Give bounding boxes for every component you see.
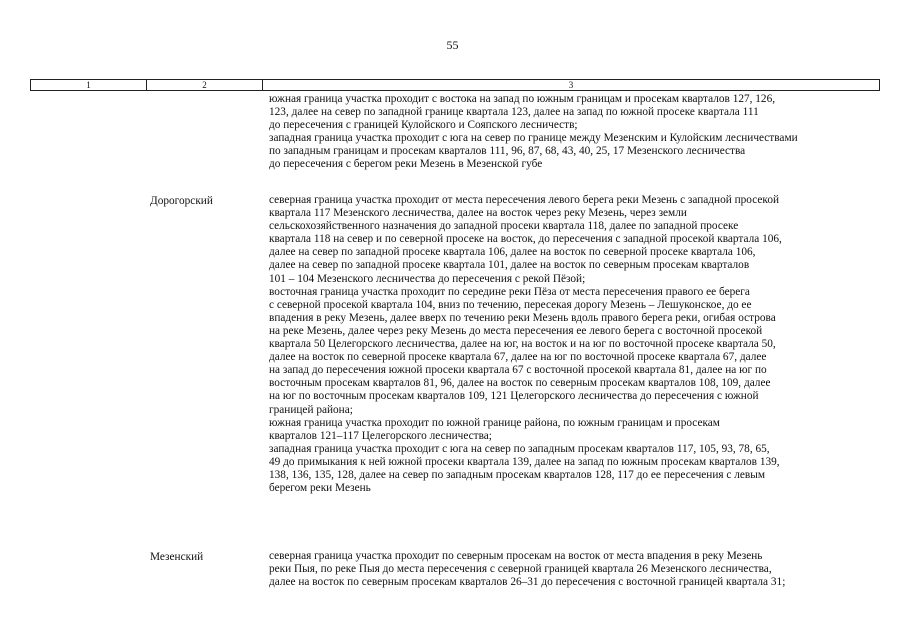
section-description bbox=[269, 550, 869, 589]
text-line: квартала 118 на север и по северной просеке на восток, до пересечения с западной просекой квартала 106, bbox=[269, 233, 782, 246]
text-line: сельскохозяйственного назначения до западной просеки квартала 118, далее по западной просеке bbox=[269, 220, 739, 233]
text-line: берегом реки Мезень bbox=[269, 482, 371, 495]
text-line: до пересечения с берегом реки Мезень в Мезенской губе bbox=[269, 158, 543, 171]
text-line: границей района; bbox=[269, 403, 353, 416]
section-description bbox=[269, 93, 869, 172]
district-name: Дорогорский bbox=[150, 195, 213, 207]
text-line: впадения в реку Мезень, далее вверх по течению реки Мезень вдоль правого берега реки, огибая острова bbox=[269, 311, 776, 324]
text-line: квартала 117 Мезенского лесничества, далее на восток через реку Мезень, через земли bbox=[269, 207, 687, 220]
text-line: восточным просекам кварталов 81, 96, далее на восток по северным просекам кварталов 108, 109, далее bbox=[269, 377, 771, 390]
text-line: западная граница участка проходит с юга на север по западным просекам кварталов 117, 105, 93, 78, 65, bbox=[269, 442, 770, 455]
column-header-1: 1 bbox=[31, 80, 147, 91]
text-line: северная граница участка проходит от места пересечения левого берега реки Мезень с западной просекой bbox=[269, 194, 780, 206]
text-line: на запад до пересечения южной просеки квартала 67 с восточной просекой квартала 81, далее на юг по bbox=[269, 364, 767, 377]
section-description bbox=[269, 194, 869, 495]
column-header-row bbox=[31, 80, 880, 91]
text-line: восточная граница участка проходит по середине реки Пёза от места пересечения правого ее берега bbox=[269, 285, 750, 298]
text-line: северная граница участка проходит по северным просекам на восток от места впадения в реку Мезень bbox=[269, 550, 763, 562]
text-line: на юг по восточным просекам кварталов 109, 121 Целегорского лесничества до пересечения с южной bbox=[269, 390, 759, 403]
text-line: на реке Мезень, далее через реку Мезень до места пересечения ее левого берега с восточной просекой bbox=[269, 324, 763, 337]
district-name: Мезенский bbox=[150, 551, 204, 563]
text-line: по западным границам и просекам кварталов 111, 96, 87, 68, 43, 40, 25, 17 Мезенского лесничества bbox=[269, 145, 746, 158]
text-line: с северной просекой квартала 104, вниз по течению, пересекая дорогу Мезень – Лешуконское, до ее bbox=[269, 298, 752, 311]
text-line: южная граница участка проходит с востока на запад по южным границам и просекам кварталов 127, 126, bbox=[269, 93, 776, 105]
text-line: кварталов 121–117 Целегорского лесничества; bbox=[269, 429, 492, 442]
text-line: западная граница участка проходит с юга на север по границе между Мезенским и Кулойским лесничествами bbox=[269, 132, 798, 145]
text-line: далее на север по западной просеке квартала 106, далее на восток по северной просеке квартала 106, bbox=[269, 246, 756, 259]
page-number: 55 bbox=[446, 38, 459, 52]
text-line: до пересечения с границей Кулойского и Сояпского лесничеств; bbox=[269, 119, 578, 132]
column-header-table bbox=[30, 79, 880, 91]
text-line: далее на север по западной просеке квартала 101, далее на восток по северным просекам кварталов bbox=[269, 259, 750, 272]
text-line: 138, 136, 135, 128, далее на север по западным просекам кварталов 128, 117 до ее пересечения с левым bbox=[269, 468, 765, 481]
text-line: 123, далее на север по западной границе квартала 123, далее на запад по южной просеке квартала 111 bbox=[269, 106, 759, 119]
text-line: реки Пыя, по реке Пыя до места пересечения с северной границей квартала 26 Мезенского лесничества, bbox=[269, 563, 772, 576]
text-line: 101 – 104 Мезенского лесничества до пересечения с рекой Пёзой; bbox=[269, 272, 586, 285]
text-line: квартала 50 Целегорского лесничества, далее на юг, на восток и на юг по восточной просеке квартала 50, bbox=[269, 338, 776, 351]
column-header-3: 3 bbox=[263, 80, 880, 91]
column-header-2: 2 bbox=[147, 80, 263, 91]
text-line: 49 до примыкания к ней южной просеки квартала 139, далее на запад по южным просекам кварталов 139, bbox=[269, 455, 780, 468]
text-line: далее на восток по северным просекам кварталов 26–31 до пересечения с восточной границей квартала 31; bbox=[269, 576, 786, 589]
text-line: далее на восток по северной просеке квартала 67, далее на юг по восточной просеке квартала 67, далее bbox=[269, 351, 767, 364]
text-line: южная граница участка проходит по южной границе района, по южным границам и просекам bbox=[269, 416, 720, 429]
